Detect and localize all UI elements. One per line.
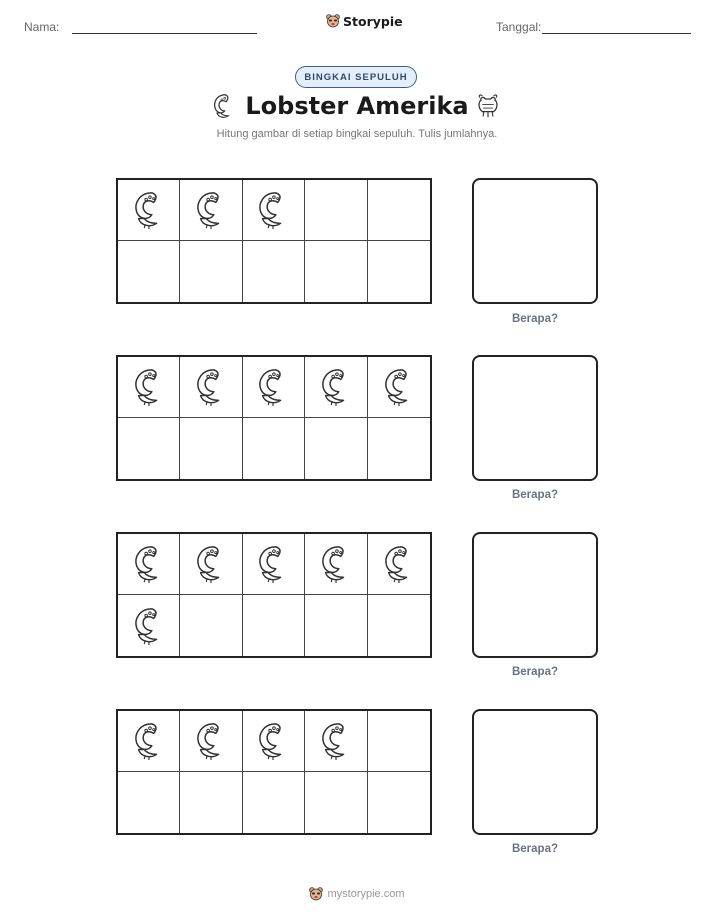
footer xyxy=(0,886,714,902)
ten-frame-cell xyxy=(180,711,242,772)
ten-frame-cell xyxy=(368,357,430,418)
ten-frame-cell xyxy=(180,772,242,833)
answer-label-3: Berapa? xyxy=(511,666,559,678)
ten-frame-cell xyxy=(180,534,242,595)
ten-frame-cell xyxy=(118,772,180,833)
worksheet-type-badge: BINGKAI SEPULUH xyxy=(295,66,417,88)
ten-frame-cell xyxy=(118,595,180,656)
ten-frame-cell xyxy=(368,241,430,302)
lobster-claw-icon xyxy=(254,543,292,585)
bear-mascot-icon xyxy=(326,13,340,29)
ten-frame-cell xyxy=(118,418,180,479)
ten-frame-cell xyxy=(243,711,305,772)
ten-frame-cell xyxy=(118,711,180,772)
ten-frame-cell xyxy=(305,534,367,595)
answer-label-1: Berapa? xyxy=(511,313,559,325)
ten-frame-cell xyxy=(305,711,367,772)
ten-frame-cell xyxy=(243,357,305,418)
page-title: Lobster Amerika xyxy=(245,92,469,120)
ten-frame-cell xyxy=(305,418,367,479)
ten-frame-cell xyxy=(368,595,430,656)
ten-frame-cell xyxy=(243,180,305,241)
answer-label-2: Berapa? xyxy=(511,489,559,501)
worksheet-header xyxy=(0,0,714,50)
lobster-claw-icon xyxy=(210,92,238,120)
ten-frame-2 xyxy=(116,355,432,481)
lobster-claw-icon xyxy=(192,366,230,408)
ten-frame-cell xyxy=(305,180,367,241)
ten-frame-cell xyxy=(243,772,305,833)
footer-url: mystorypie.com xyxy=(327,888,405,900)
ten-frame-1 xyxy=(116,178,432,304)
ten-frame-cell xyxy=(243,595,305,656)
ten-frame-3 xyxy=(116,532,432,658)
date-line xyxy=(542,33,691,34)
instructions-text: Hitung gambar di setiap bingkai sepuluh. Tulis jumlahnya. xyxy=(216,128,498,140)
brand-name: Storypie xyxy=(343,13,403,29)
ten-frame-cell xyxy=(368,418,430,479)
ten-frame-cell xyxy=(118,241,180,302)
lobster-claw-icon xyxy=(254,720,292,762)
lobster-claw-icon xyxy=(380,366,418,408)
ten-frame-cell xyxy=(305,241,367,302)
ten-frame-cell xyxy=(118,180,180,241)
date-label: Tanggal: xyxy=(496,20,542,34)
answer-label-4: Berapa? xyxy=(511,843,559,855)
ten-frame-cell xyxy=(243,418,305,479)
ten-frame-cell xyxy=(305,595,367,656)
ten-frame-cell xyxy=(180,357,242,418)
answer-box-4[interactable] xyxy=(472,709,598,835)
lobster-claw-icon xyxy=(130,189,168,231)
answer-box-3[interactable] xyxy=(472,532,598,658)
ten-frame-cell xyxy=(118,357,180,418)
answer-box-1[interactable] xyxy=(472,178,598,304)
name-label: Nama: xyxy=(24,20,60,34)
lobster-claw-icon xyxy=(254,189,292,231)
lobster-claw-icon xyxy=(130,720,168,762)
ten-frame-cell xyxy=(180,180,242,241)
bear-mascot-icon xyxy=(309,886,323,902)
ten-frame-4 xyxy=(116,709,432,835)
ten-frame-cell xyxy=(180,418,242,479)
ten-frame-cell xyxy=(368,772,430,833)
ten-frame-cell xyxy=(243,534,305,595)
ten-frame-cell xyxy=(368,711,430,772)
lobster-claw-icon xyxy=(317,366,355,408)
lobster-claw-icon xyxy=(192,720,230,762)
answer-box-2[interactable] xyxy=(472,355,598,481)
ten-frame-cell xyxy=(243,241,305,302)
ten-frame-cell xyxy=(368,180,430,241)
lobster-claw-icon xyxy=(317,543,355,585)
ten-frame-cell xyxy=(180,241,242,302)
lobster-claw-icon xyxy=(130,366,168,408)
lobster-claw-icon xyxy=(192,189,230,231)
lobster-claw-icon xyxy=(317,720,355,762)
ten-frame-cell xyxy=(118,534,180,595)
lobster-claw-icon xyxy=(380,543,418,585)
lobster-claw-icon xyxy=(254,366,292,408)
ten-frame-cell xyxy=(368,534,430,595)
lobster-claw-icon xyxy=(192,543,230,585)
ten-frame-cell xyxy=(180,595,242,656)
lobster-claw-icon xyxy=(130,605,168,647)
lobster-body-icon xyxy=(474,92,502,120)
ten-frame-cell xyxy=(305,772,367,833)
lobster-claw-icon xyxy=(130,543,168,585)
name-line xyxy=(72,33,257,34)
ten-frame-cell xyxy=(305,357,367,418)
brand-logo xyxy=(326,13,403,29)
